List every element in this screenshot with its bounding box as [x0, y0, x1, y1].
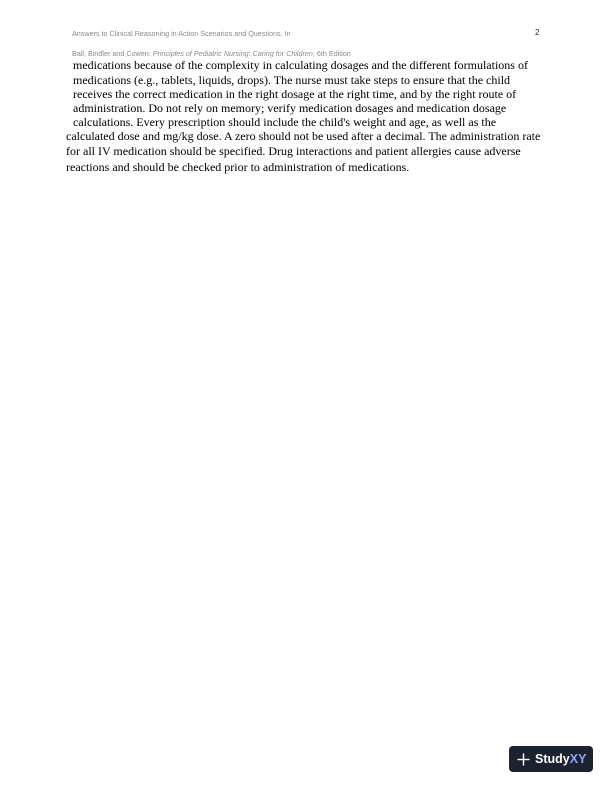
- body-line: calculations. Every prescription should include the child's weight and age, as well as the: [73, 115, 497, 129]
- body-line: receives the correct medication in the right dosage at the right time, and by the right route of: [73, 87, 517, 101]
- studyxy-brand-main: Study: [535, 751, 570, 766]
- page-number: 2: [535, 28, 540, 37]
- citation-book-title: Principles of Pediatric Nursing: Caring for Children: [152, 49, 313, 58]
- running-header-citation: [72, 50, 351, 57]
- citation-edition: , 6th Edition: [312, 49, 351, 58]
- studyxy-logo-badge: [509, 746, 593, 772]
- studyxy-brand-accent: XY: [569, 751, 587, 766]
- plus-icon: [517, 753, 530, 766]
- body-line: administration. Do not rely on memory; verify medication dosages and medication dosage: [73, 101, 507, 115]
- body-line: calculated dose and mg/kg dose. A zero should not be used after a decimal. The administration rate: [66, 129, 541, 143]
- body-line: medications (e.g., tablets, liquids, drops). The nurse must take steps to ensure that the child: [73, 73, 511, 87]
- body-line: medications because of the complexity in calculating dosages and the different formulations of: [73, 58, 528, 72]
- citation-authors: Ball, Bindler and Cowen:: [72, 49, 153, 58]
- running-header-title: Answers to Clinical Reasoning in Action Scenarios and Questions, In: [72, 29, 291, 38]
- studyxy-logo-text: [535, 753, 586, 766]
- body-line: for all IV medication should be specified. Drug interactions and patient allergies cause adverse: [66, 144, 521, 158]
- body-line: reactions and should be checked prior to administration of medications.: [66, 160, 410, 174]
